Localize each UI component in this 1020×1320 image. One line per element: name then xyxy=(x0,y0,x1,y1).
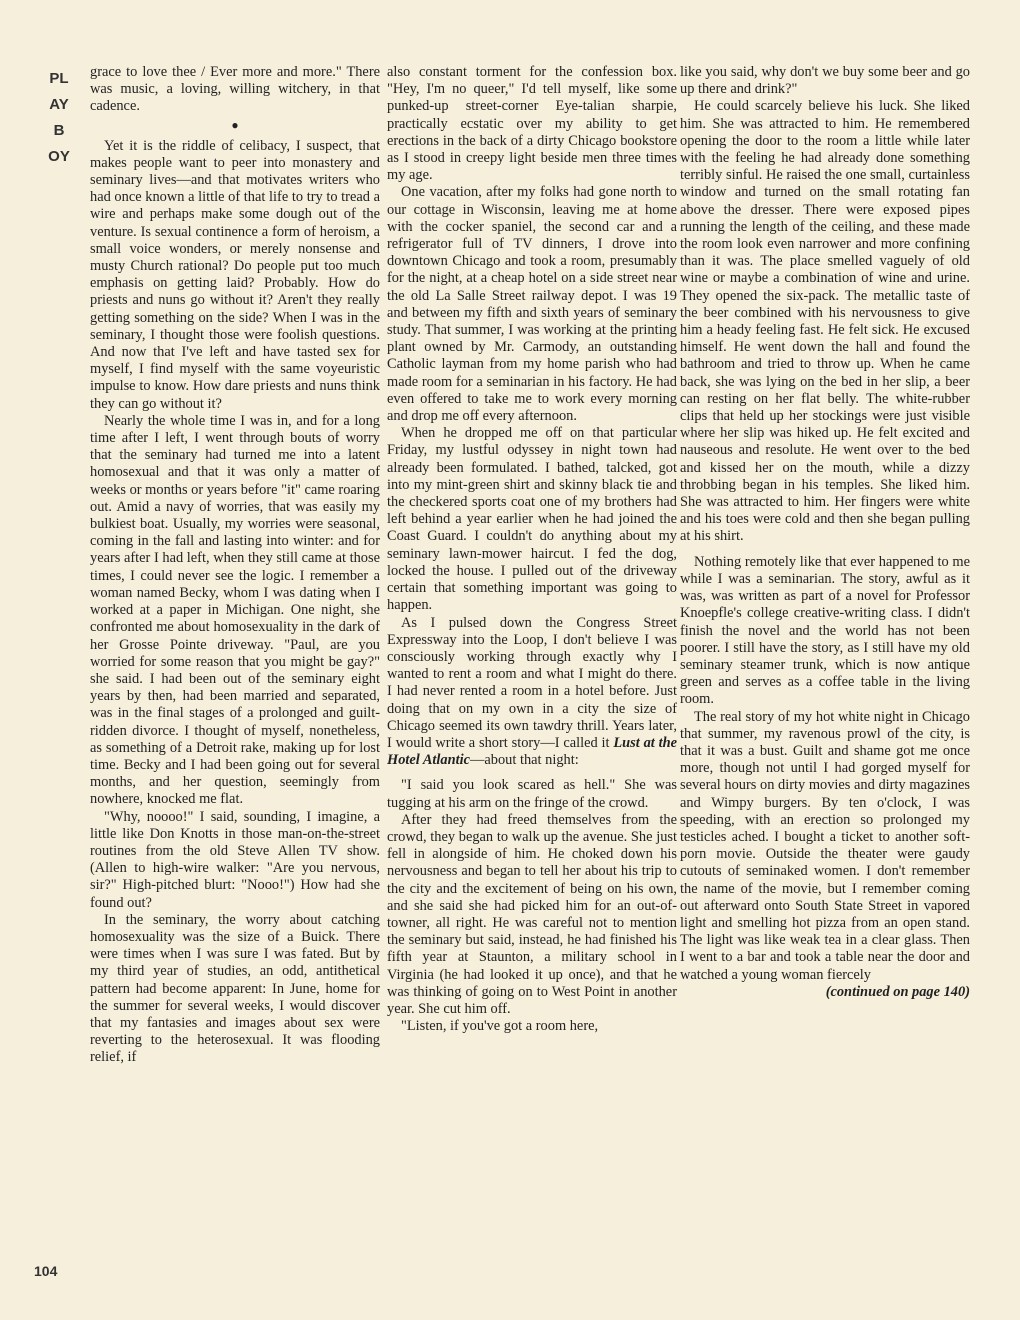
quoted-paragraph: "Listen, if you've got a room here, xyxy=(401,1018,599,1035)
story-title: Lust at the Hotel Atlantic xyxy=(387,734,677,769)
section-divider: ● xyxy=(231,117,239,132)
paragraph xyxy=(387,615,677,770)
paragraph: One vacation, after my folks had gone north to our cottage in Wisconsin, leaving me at home with the cocker spaniel, the second car and a refrigerator full of TV dinners, I drove into downtown Chicago and took a room, presumably for the night, at a cheap hotel on a side street near the old La Salle Street railway depot. I was 19 and between my fifth and sixth years of seminary study. That summer, I was working at the printing plant owned by Mr. Carmody, an outstanding Catholic layman from my home parish who had made room for a seminarian in his factory. He had even offered to take me to work every morning and drop me off every afternoon. xyxy=(387,184,677,425)
quoted-paragraph: He could scarcely believe his luck. She liked him. She was attracted to him. He remembered opening the door to the room a little while later with the feeling he had already done something terribly sinful. He raised the one small, curtainless window and turned on the small rotating fan above the dresser. There were exposed pipes running the length of the ceiling, and these made the room look even narrower and more confining than it was. The place smelled vaguely of old wine or maybe a combination of wine and urine. They opened the six-pack. The metallic taste of the beer combined with his nervousness to give him a heady feeling fast. He felt sick. He excused himself. He went down the hall and found the bathroom and tried to throw up. When he came back, she was lying on the bed in her slip, a beer can resting on her flat belly. The white-rubber clips that held up her stockings were just visible where her slip was hiked up. He felt excited and nauseous and resolute. He went over to the bed and kissed her on the mouth, while a dizzy throbbing began in his temples. She liked him. She was attracted to him. Her fingers were white and his toes were cold and then she began pulling at his shirt. xyxy=(680,98,970,545)
paragraph-text: —about that night: xyxy=(470,752,579,769)
paragraph: "Why, noooo!" I said, sounding, I imagine, a little like Don Knotts in those man-on-the-street routines from the old Steve Allen TV show. (Allen to high-wire walker: "Are you nervous, sir?" High-pitched blurt: "Nooo!") How had she found out? xyxy=(90,808,380,911)
paragraph: The real story of my hot white night in Chicago that summer, my ravenous prowl of the city, is that it was a bust. Guilt and shame got me once more, though not until I had gorged myself for several hours on dirty movies and dirty magazines and Wimpy burgers. By ten o'clock, I was speeding, with an erection so prolonged my testicles ached. I bought a ticket to another soft-porn movie. Outside the theater were gaudy cutouts of seminaked women. I don't remember the name of the movie, but I remember coming out afterward onto South State Street in vapored light and smelling hot pizza from an open stand. The light was like weak tea in a clear glass. Then I went to a bar and took a table near the door and watched a young woman fiercely xyxy=(680,708,970,983)
paragraph: In the seminary, the worry about catching homosexuality was the size of a Buick. There were times when I was sure I was fated. But by my third year of studies, an odd, antithetical pattern had become apparent: In June, home for the summer for several weeks, I would discover that my fantasies and images about sex were reverting to the heterosexual. It was flooding relief, if xyxy=(90,911,380,1066)
paragraph: When he dropped me off on that particular Friday, my lustful odyssey in night town had already been formulated. I bathed, talcked, got into my mint-green shirt and skinny black tie and the checkered sports coat one of my brothers had left behind a year earlier when he had joined the Coast Guard. I couldn't do anything about my seminary lawn-mower haircut. I fed the dog, locked the house. I pulled out of the driveway certain that something important was going to happen. xyxy=(387,425,677,614)
quoted-paragraph: "I said you look scared as hell." She was tugging at his arm on the fringe of the crowd. xyxy=(387,777,677,811)
page-number: 104 xyxy=(34,1263,58,1279)
paragraph: Nothing remotely like that ever happened to me while I was a seminarian. The story, awful as it was, was written as part of a novel for Professor Knoepfle's college creative-writing class. I didn't finish the novel and the world has not been poorer. I still have the story, as I still have my old seminary steamer trunk, which is now antique green and serves as a coffee table in the living room. xyxy=(680,553,970,708)
magazine-name: PLAYBOY xyxy=(48,70,70,165)
quoted-paragraph: After they had freed themselves from the crowd, they began to walk up the avenue. She just fell in alongside of him. He choked down his nervousness and began to tell her about his trip to the city and the excitement of being on his own, and she said she had picked him for an out-of-towner, all right. He was careful not to mention the seminary but said, instead, he had finished his fifth year at Staunton, a military school in Virginia (he had looked it up once), and that he was thinking of going on to West Point in another year. She cut him off. xyxy=(387,811,677,1017)
quoted-paragraph: like you said, why don't we buy some beer and go up there and drink?" xyxy=(680,64,970,98)
paragraph-text: As I pulsed down the Congress Street Expressway into the Loop, I don't believe I was consciously working through exactly why I wanted to rent a room and what I might do there. I had never rented a room in a hotel before. Just doing that on my own in a city the size of Chicago seemed its own tawdry thrill. Years later, I would write a short story—I called it xyxy=(387,614,677,751)
paragraph: Yet it is the riddle of celibacy, I suspect, that makes people want to peer into monastery and seminary lives—and that motivates writers who had once known a little of that life to try to tread a wire and perhaps make some dough out of the venture. Is sexual continence a form of heroism, a small voice wonders, or merely nonsense and musty Church rational? Do people put too much emphasis on getting laid? Probably. How do priests and nuns go without it? Aren't they really getting something on the side? When I was in the seminary, I thought those were foolish questions. And now that I've left and have tasted sex for myself, I find myself with the same voyeuristic impulse to know. How dare priests and nuns think they can go without it? xyxy=(90,137,380,412)
column-3 xyxy=(680,64,970,1274)
continued-notice: (continued on page 140) xyxy=(825,983,970,1000)
paragraph: Nearly the whole time I was in, and for a long time after I left, I went through bouts of worry that the seminary had turned me into a latent homosexual and that it was only a matter of weeks or months or years before "it" came roaring out. Amid a navy of worries, that was easily my bulkiest boat. Usually, my worries were seasonal, coming in the fall and lasting into winter: and for years after I had left, when they still came at those times, I could never see the logic. I remember a woman named Becky, whom I was dating when I worked at a paper in Michigan. One night, she confronted me about homosexuality in the dark of her Grosse Pointe driveway. "Paul, are you worried for some reason that you might be gay?" she said. I had been out of the seminary eight years by then, had been married and separated, was in the final stages of a prolonged and guilt-ridden divorce. I thought of myself, nonetheless, as something of a Detroit rake, making up for lost time. Becky and I had been going out for several months, and her question, seemingly from nowhere, knocked me flat. xyxy=(90,412,380,808)
paragraph: grace to love thee / Ever more and more." There was music, a loving, willing witchery, in that cadence. xyxy=(90,64,380,115)
paragraph: also constant torment for the confession box. "Hey, I'm no queer," I'd tell myself, like some punked-up street-corner Eye-talian sharpie, practically ecstatic over my ability to get erections in the back of a dirty Chicago bookstore as I stood in creepy light beside men three times my age. xyxy=(387,64,677,184)
column-2 xyxy=(387,64,677,1274)
column-1 xyxy=(90,64,380,1274)
